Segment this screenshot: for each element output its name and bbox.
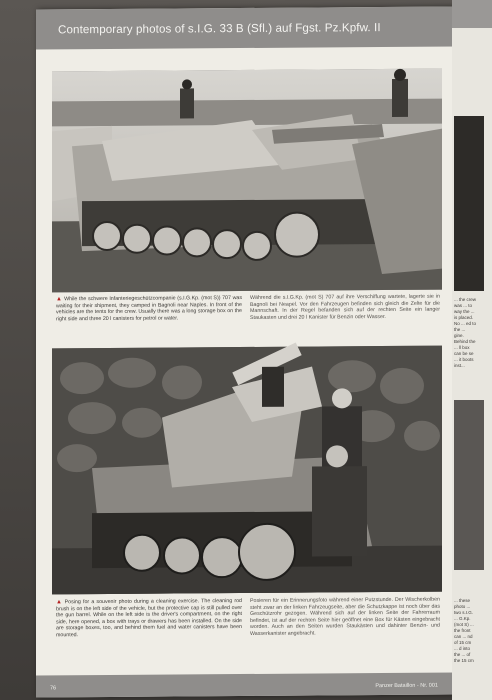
- adjacent-text-bottom: ... these photo ... two s.I.G. ... G.Kp. (mot S) ... the front can ... nd of 15 cm ... d into the ... of the 15 cm: [454, 598, 474, 663]
- page-header-bar: [36, 7, 456, 50]
- caption-photo1-english: ▲ While the schwere Infanteriegeschützcompanie (s.I.G.Kp. (mot S)) 707 was waiting for their shipment, they camped in Bagnoli near Naples. In front of the vehicles are the tents for the crew. Usually there was a long storage box on the right side and three 20 l canisters for petrol or water.: [56, 295, 242, 322]
- adjacent-page: [452, 0, 492, 700]
- adjacent-photo-bottom: [454, 400, 484, 570]
- caption-photo1-german: Während die s.I.G.Kp. (mot S) 707 auf ihre Verschiffung wartete, lagerte sie in Bagnoli bei Neapel. Vor den Fahrzeugen befinden sich gleich die Zelte für die Mannschaft. In der Regel befanden sich auf der rechten Seite ein langer Staukasten und drei 20 l Kanister für Benzin oder Wasser.: [250, 293, 440, 321]
- adjacent-text-top: ... the crew was ... to way the ... is placed. No ... ed to the ... gine. Behind the ... ll box can be se ... it boots inst...: [454, 297, 477, 368]
- caption-photo2-german: Posieren für ein Erinnerungsfoto während einer Putzstunde. Der Wischerkolben steht zwar an der linken Fahrzeugseite, aber die Schutzkappe ist noch über das Geschützrohr gezogen. Während sich auf der linken Seite der Fahrerraum befindet, ist auf der rechten Seite hier geöffnet eine Box für Kästen eingebracht worden. Auch an den Seiten wurden Staukästen und dahinter Benzin- und Wasserkanister angebracht.: [250, 596, 440, 637]
- photo-cleaning-exercise: [52, 346, 442, 595]
- photo-vehicles-camp: [52, 69, 442, 293]
- caption-marker-icon: ▲: [56, 599, 63, 606]
- adjacent-page-header: [452, 0, 492, 28]
- caption-photo2-english: ▲ Posing for a souvenir photo during a cleaning exercise. The cleaning rod brush is on the left side of the vehicle, but the protective cap is still pulled over the gun barrel. While on the left side is the driver's compartment, on the right side, here opened, a box with trays or drawers has been installed. On the side are storage boxes, too, and behind them fuel and water canisters have been mounted.: [56, 598, 242, 638]
- book-page: [36, 7, 456, 698]
- page-number: 76: [50, 685, 57, 692]
- adjacent-photo-top: [454, 116, 484, 291]
- series-name: Panzer Bataillon - Nr. 001: [375, 682, 438, 690]
- caption-marker-icon: ▲: [56, 296, 63, 303]
- page-title: Contemporary photos of s.I.G. 33 B (Sfl.) auf Fgst. Pz.Kpfw. II: [58, 21, 381, 37]
- page-footer-bar: [36, 673, 456, 698]
